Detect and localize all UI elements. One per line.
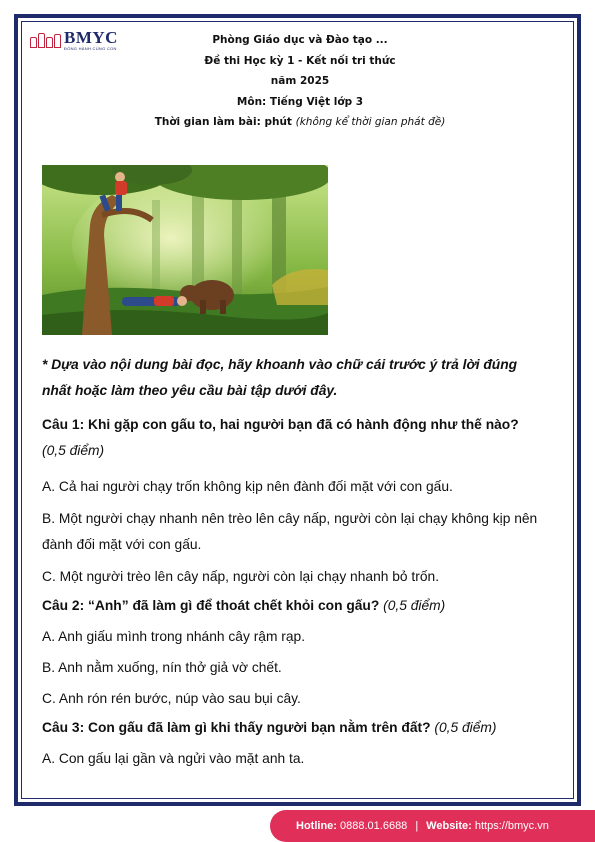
question-points: (0,5 điểm) (42, 443, 105, 458)
logo-name: BMYC (64, 28, 118, 47)
question-points: (0,5 điểm) (434, 720, 497, 735)
header-subject: Môn: Tiếng Việt lớp 3 (236, 95, 364, 108)
website-link[interactable]: https://bmyc.vn (474, 820, 549, 832)
contact-footer (270, 810, 595, 842)
answer-option: B. Anh nằm xuống, nín thở giả vờ chết. (42, 660, 282, 675)
question-2 (42, 593, 542, 619)
instruction-text: * Dựa vào nội dung bài đọc, hãy khoanh vào chữ cái trước ý trả lời đúng nhất hoặc làm theo yêu cầu bài tập dưới đây. (42, 357, 518, 398)
footer-separator: | (415, 820, 419, 832)
question-points: (0,5 điểm) (383, 598, 446, 613)
question-3 (42, 715, 542, 741)
bmyc-logo (30, 30, 118, 51)
logo-slogan: ĐỒNG HÀNH CÙNG CON (64, 46, 117, 51)
question-title: Câu 1: Khi gặp con gấu to, hai người bạn đã có hành động như thế nào? (42, 417, 519, 432)
answer-option: B. Một người chạy nhanh nên trèo lên cây nấp, người còn lại chạy không kịp nên đành đối mặt với con gấu. (42, 511, 538, 552)
forest-bear-illustration (42, 165, 328, 335)
question-title: Câu 3: Con gấu đã làm gì khi thấy người bạn nằm trên đất? (42, 720, 431, 735)
header-duration-main: Thời gian làm bài: phút (154, 116, 292, 128)
header-year: năm 2025 (270, 75, 330, 87)
exam-content (42, 352, 542, 772)
header-duration (120, 112, 480, 133)
header-exam-title: Đề thi Học kỳ 1 - Kết nối tri thức (204, 54, 396, 67)
header-duration-note: (không kể thời gian phát đề) (295, 116, 446, 128)
question-title: Câu 2: “Anh” đã làm gì để thoát chết khỏi con gấu? (42, 598, 380, 613)
hotline-label: Hotline: (296, 820, 337, 832)
exam-header (120, 30, 480, 133)
answer-option: A. Cả hai người chạy trốn không kịp nên đành đối mặt với con gấu. (42, 479, 453, 494)
answer-option: C. Một người trèo lên cây nấp, người còn lại chạy nhanh bỏ trốn. (42, 569, 440, 584)
website-label: Website: (426, 820, 472, 832)
question-1 (42, 412, 542, 464)
answer-option: C. Anh rón rén bước, núp vào sau bụi cây. (42, 691, 301, 706)
answer-option: A. Anh giấu mình trong nhánh cây rậm rạp. (42, 629, 306, 644)
answer-option: A. Con gấu lại gần và ngửi vào mặt anh ta. (42, 751, 305, 766)
header-department: Phòng Giáo dục và Đào tạo ... (212, 34, 388, 46)
logo-icon (30, 33, 61, 48)
hotline-number[interactable]: 0888.01.6688 (340, 820, 408, 832)
